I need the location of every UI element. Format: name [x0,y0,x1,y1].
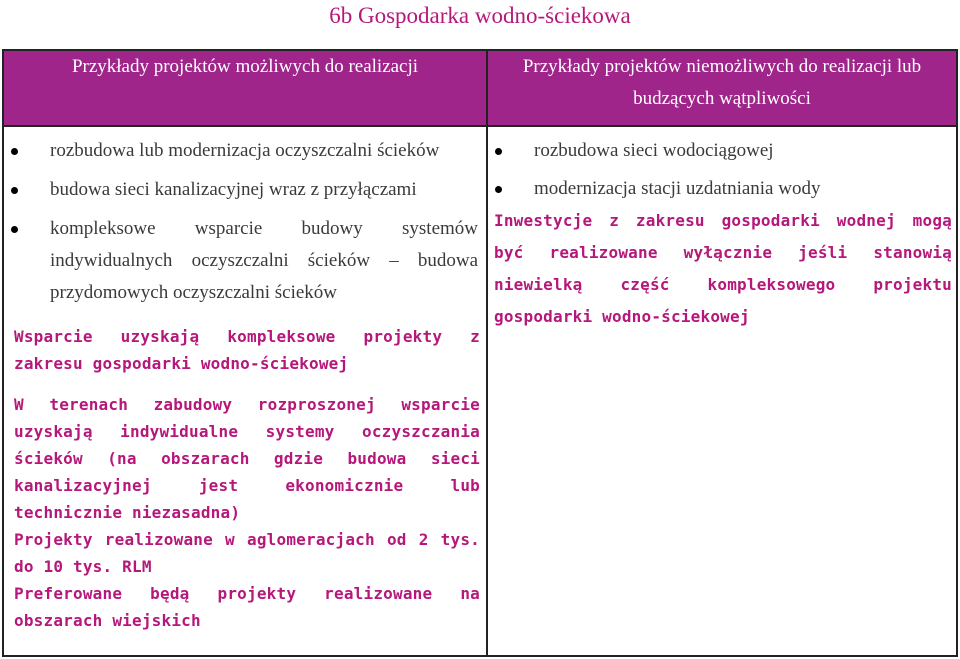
support-note: Wsparcie uzyskają kompleksowe projekty z zakresu gospodarki wodno-ściekowej [14,327,480,373]
list-item [4,174,486,206]
bullet-icon [11,148,18,155]
possible-projects-list [4,135,486,309]
rural-preference-note: Preferowane będą projekty realizowane na obszarach wiejskich [14,584,480,630]
agglomeration-note: Projekty realizowane w aglomeracjach od 2 tys. do 10 tys. RLM [14,530,480,576]
list-item-text: modernizacja stacji uzdatniania wody [534,178,821,199]
list-item [4,135,486,167]
list-item-text: kompleksowe wsparcie budowy systemów indywidualnych oczyszczalni ścieków – budowa przydomowych oczyszczalni ścieków [50,218,478,303]
impossible-projects-list [488,135,956,205]
header-row [3,50,957,126]
right-column-body [487,126,957,656]
bullet-icon [495,186,502,193]
list-item [4,213,486,309]
dispersed-areas-note: W terenach zabudowy rozproszonej wsparcie uzyskają indywidualne systemy oczyszczania ścieków (na obszarach gdzie budowa sieci kanalizacyjnej jest ekonomicznie lub technicznie niezasadna) [14,395,480,522]
list-item-text: rozbudowa lub modernizacja oczyszczalni ścieków [50,140,440,161]
bullet-icon [11,226,18,233]
right-column-header: Przykłady projektów niemożliwych do realizacji lub budzących wątpliwości [487,50,957,126]
left-column-header: Przykłady projektów możliwych do realizacji [3,50,487,126]
list-item-text: budowa sieci kanalizacyjnej wraz z przyłączami [50,179,417,200]
water-investment-note: Inwestycje z zakresu gospodarki wodnej mogą być realizowane wyłącznie jeśli stanowią niewielką część kompleksowego projektu gospodarki wodno-ściekowej [494,211,952,326]
page-title: 6b Gospodarka wodno-ściekowa [329,3,631,28]
list-item [488,135,956,167]
bullet-icon [11,187,18,194]
left-column-body [3,126,487,656]
body-row [3,126,957,656]
bullet-icon [495,148,502,155]
list-item [488,173,956,205]
list-item-text: rozbudowa sieci wodociągowej [534,140,774,161]
content-table [2,49,958,657]
